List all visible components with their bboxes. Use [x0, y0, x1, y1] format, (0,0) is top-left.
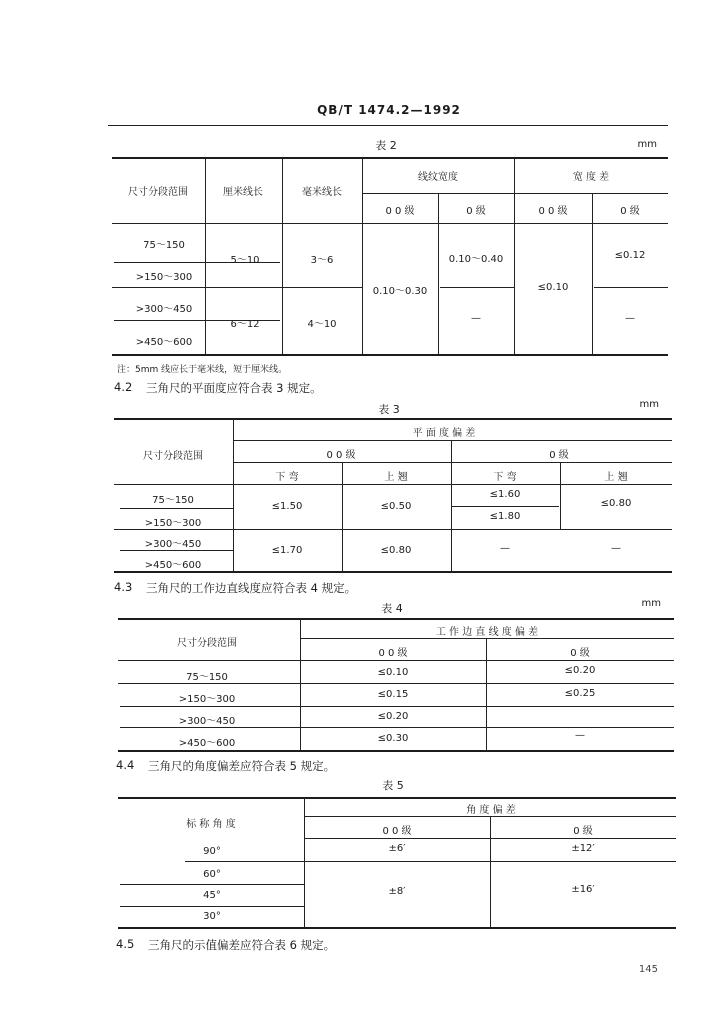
table2-caption: 表 2 — [375, 139, 397, 152]
table4-range-4: >450～600 — [178, 738, 236, 749]
table2-head-cm-line: 厘米线长 — [223, 187, 263, 198]
table5-angle-2: 60° — [203, 869, 221, 880]
table4-0-2: ≤0.25 — [564, 688, 596, 699]
table3-head-flatness: 平 面 度 偏 差 — [412, 428, 476, 439]
table5-head-0: 0 级 — [573, 826, 593, 837]
table4-00-4: ≤0.30 — [377, 733, 409, 744]
table2-head-line-width: 线纹宽度 — [418, 172, 458, 183]
table2-note: 注：5mm 线应长于毫米线，短于厘米线。 — [117, 365, 288, 375]
table4-head-00: 0 0 级 — [378, 648, 408, 659]
table3-head-range: 尺寸分段范围 — [143, 451, 203, 462]
table4-unit: mm — [641, 598, 661, 609]
table2-lw-00: 0.10～0.30 — [372, 286, 428, 297]
table2-cm-1: 5～10 — [230, 255, 260, 266]
section-4-2-number: 4.2 — [114, 380, 133, 394]
table3-head-0: 0 级 — [549, 450, 569, 461]
table2-unit: mm — [637, 139, 657, 150]
table2-range-3: >300～450 — [135, 304, 193, 315]
table2-wd-0-top: ≤0.12 — [614, 250, 646, 261]
table2-head-mm-line: 毫米线长 — [302, 187, 342, 198]
table4-0-1: ≤0.20 — [564, 665, 596, 676]
table5-0-1: ±12′ — [571, 843, 595, 854]
table2-wd-00: ≤0.10 — [537, 282, 569, 293]
table4-head-0: 0 级 — [570, 648, 590, 659]
table5-00-1: ±6′ — [388, 843, 406, 854]
table5-head-00: 0 0 级 — [382, 826, 412, 837]
table4-range-2: >150～300 — [178, 694, 236, 705]
section-4-5-text: 三角尺的示值偏差应符合表 6 规定。 — [148, 938, 336, 952]
page-number: 145 — [638, 964, 658, 975]
table2-head-00-a: 0 0 级 — [385, 206, 415, 217]
table3-00-down-2: ≤1.70 — [271, 545, 303, 556]
table5-angle-3: 45° — [203, 890, 221, 901]
section-4-3-text: 三角尺的工作边直线度应符合表 4 规定。 — [146, 581, 357, 595]
table2-head-0-b: 0 级 — [620, 206, 640, 217]
table3-head-down-a: 下 弯 — [275, 472, 299, 483]
table3-0-up-1: ≤0.80 — [600, 498, 632, 509]
table5-caption: 表 5 — [382, 779, 404, 792]
table2-lw-0-bottom: — — [471, 313, 481, 324]
section-4-5-number: 4.5 — [116, 937, 135, 951]
table4-00-3: ≤0.20 — [377, 711, 409, 722]
table2-head-width-diff: 宽 度 差 — [572, 172, 610, 183]
header-rule — [108, 125, 668, 126]
table2-mm-2: 4～10 — [307, 319, 337, 330]
table3-head-down-b: 下 弯 — [493, 472, 517, 483]
table4-0-3: — — [575, 730, 585, 741]
table4-range-3: >300～450 — [178, 716, 236, 727]
table4-00-1: ≤0.10 — [377, 667, 409, 678]
table3-range-3: >300～450 — [144, 539, 202, 550]
table3-range-1: 75～150 — [152, 495, 194, 506]
table4-00-2: ≤0.15 — [377, 689, 409, 700]
document-header: QB/T 1474.2—1992 — [317, 103, 461, 117]
table2-head-range: 尺寸分段范围 — [128, 187, 188, 198]
section-4-4-number: 4.4 — [116, 758, 135, 772]
table3-0-down-3: — — [500, 543, 510, 554]
table5-00-2: ±8′ — [388, 886, 406, 897]
section-4-4-text: 三角尺的角度偏差应符合表 5 规定。 — [148, 759, 336, 773]
table5-angle-1: 90° — [203, 846, 221, 857]
table4-head-straightness: 工 作 边 直 线 度 偏 差 — [435, 627, 539, 638]
table3-caption: 表 3 — [378, 403, 400, 416]
table3-0-down-2: ≤1.80 — [489, 511, 521, 522]
table3-00-down-1: ≤1.50 — [271, 501, 303, 512]
table2-cm-2: 6～12 — [230, 319, 260, 330]
table2-lw-0-top: 0.10～0.40 — [448, 254, 504, 265]
section-4-2-text: 三角尺的平面度应符合表 3 规定。 — [146, 381, 322, 395]
table2-head-00-b: 0 0 级 — [538, 206, 568, 217]
section-4-3-number: 4.3 — [114, 580, 133, 594]
table2-head-0-a: 0 级 — [466, 206, 486, 217]
table4-head-range: 尺寸分段范围 — [177, 638, 237, 649]
table3-range-2: >150～300 — [144, 518, 202, 529]
table4-caption: 表 4 — [381, 602, 403, 615]
table3-00-up-1: ≤0.50 — [380, 501, 412, 512]
table3-head-up-b: 上 翘 — [604, 472, 628, 483]
table5-0-2: ±16′ — [571, 884, 595, 895]
table3-head-up-a: 上 翘 — [384, 472, 408, 483]
table2-mm-1: 3～6 — [310, 255, 334, 266]
table3-00-up-2: ≤0.80 — [380, 545, 412, 556]
table5-angle-4: 30° — [203, 911, 221, 922]
table5-head-nominal: 标 称 角 度 — [186, 819, 236, 830]
table4-range-1: 75～150 — [186, 672, 228, 683]
table2-range-4: >450～600 — [135, 337, 193, 348]
table3-0-up-2: — — [611, 543, 621, 554]
table2-range-2: >150～300 — [135, 272, 193, 283]
table3-0-down-1: ≤1.60 — [489, 489, 521, 500]
table3-unit: mm — [639, 399, 659, 410]
table5-head-angle-dev: 角 度 偏 差 — [466, 805, 516, 816]
table3-head-00: 0 0 级 — [326, 450, 356, 461]
table2-range-1: 75～150 — [143, 240, 185, 251]
table3-range-4: >450～600 — [144, 560, 202, 571]
table2-wd-0-bottom: — — [625, 313, 635, 324]
